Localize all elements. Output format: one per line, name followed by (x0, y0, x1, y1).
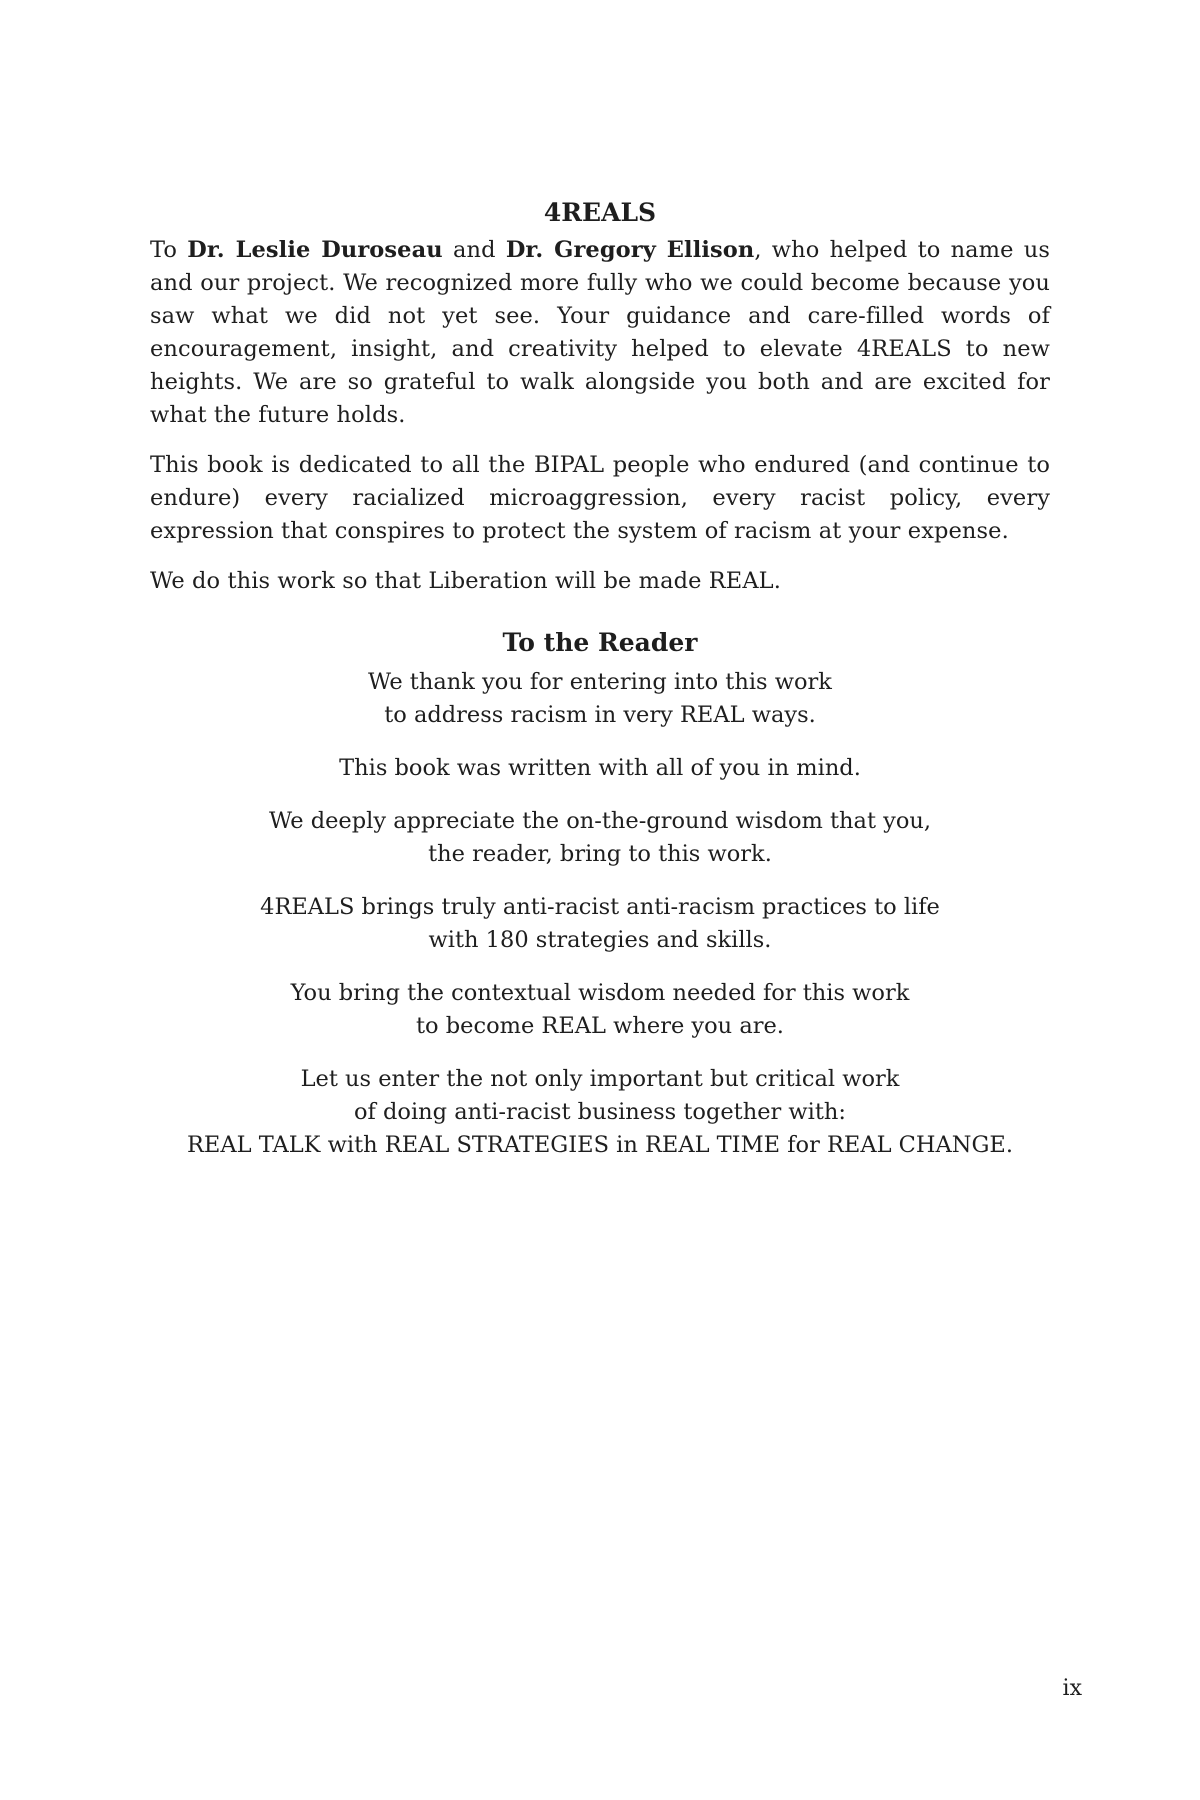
reader-stanza-line: This book was written with all of you in mind. (339, 755, 861, 781)
reader-stanza-line: We deeply appreciate the on-the-ground wisdom that you, (268, 808, 932, 834)
reader-stanza (150, 666, 1050, 732)
reader-stanza-line: REAL TALK with REAL STRATEGIES in REAL TIME for REAL CHANGE. (186, 1132, 1014, 1158)
para1-prefix: To (150, 237, 188, 263)
page-content (150, 196, 1050, 1182)
reader-stanza-line: 4REALS brings truly anti-racist anti-racism practices to life (260, 894, 940, 920)
dedication-paragraph-3: We do this work so that Liberation will be made REAL. (150, 568, 781, 594)
reader-stanza (150, 891, 1050, 957)
page-number: ix (1062, 1676, 1082, 1701)
dedication-paragraph-2: This book is dedicated to all the BIPAL people who endured (and continue to endure) every racialized microaggression, every racist policy, every expression that conspires to protect the system of racism at your expense. (150, 452, 1050, 544)
reader-stanza-line: with 180 strategies and skills. (428, 927, 772, 953)
reader-stanza-line: You bring the contextual wisdom needed for this work (290, 980, 910, 1006)
dedication-paragraph-1 (150, 234, 1050, 432)
reader-stanza-line: We thank you for entering into this work (368, 669, 832, 695)
reader-stanza (150, 752, 1050, 785)
reader-stanza (150, 977, 1050, 1043)
reader-stanza-line: the reader, bring to this work. (428, 841, 772, 867)
reader-stanza (150, 805, 1050, 871)
para1-and: and (442, 237, 506, 263)
dedication-title: 4REALS (543, 198, 657, 227)
reader-stanza-line: Let us enter the not only important but critical work (300, 1066, 900, 1092)
dedicatee-name-2: Dr. Gregory Ellison (505, 237, 755, 263)
reader-stanza-line: to become REAL where you are. (416, 1013, 784, 1039)
dedicatee-name-1: Dr. Leslie Duroseau (187, 237, 443, 263)
reader-stanza-line: of doing anti-racist business together with: (354, 1099, 846, 1125)
reader-stanzas (150, 666, 1050, 1162)
reader-stanza (150, 1063, 1050, 1162)
reader-stanza-line: to address racism in very REAL ways. (384, 702, 816, 728)
reader-title: To the Reader (502, 628, 698, 657)
para1-rest: , who helped to name us and our project. We recognized more fully who we could become because you saw what we did not yet see. Your guidance and care-filled words of encouragement, insight, and creativity helped to elevate 4REALS to new heights. We are so grateful to walk alongside you both and are excited for what the future holds. (150, 237, 1050, 428)
